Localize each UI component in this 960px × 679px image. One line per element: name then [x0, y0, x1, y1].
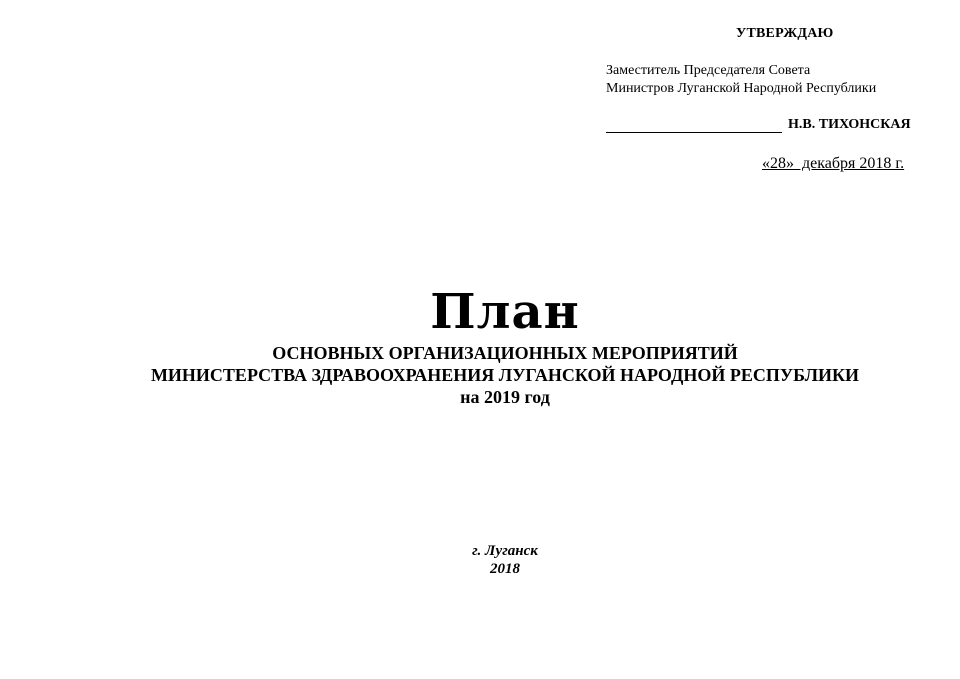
city: г. Луганск [472, 543, 538, 559]
subtitle-line-2: МИНИСТЕРСТВА ЗДРАВООХРАНЕНИЯ ЛУГАНСКОЙ НАРОДНОЙ РЕСПУБЛИКИ [150, 365, 860, 385]
subtitle-line-1: ОСНОВНЫХ ОРГАНИЗАЦИОННЫХ МЕРОПРИЯТИЙ [272, 343, 738, 363]
approval-date: «28» декабря 2018 г. [762, 155, 905, 172]
approval-label: УТВЕРЖДАЮ [736, 26, 834, 41]
place-and-year [0, 542, 960, 578]
signature-line [606, 118, 782, 133]
subtitle-line-3: на 2019 год [460, 387, 550, 407]
title-block [0, 284, 960, 408]
signer-name: Н.В. ТИХОНСКАЯ [788, 117, 911, 132]
signature-row [606, 117, 911, 133]
document-title: План [430, 284, 580, 340]
year: 2018 [490, 561, 520, 577]
signer-position-line-2: Министров Луганской Народной Республики [606, 81, 877, 96]
signer-position-line-1: Заместитель Председателя Совета [606, 63, 811, 78]
approval-block [0, 0, 960, 200]
